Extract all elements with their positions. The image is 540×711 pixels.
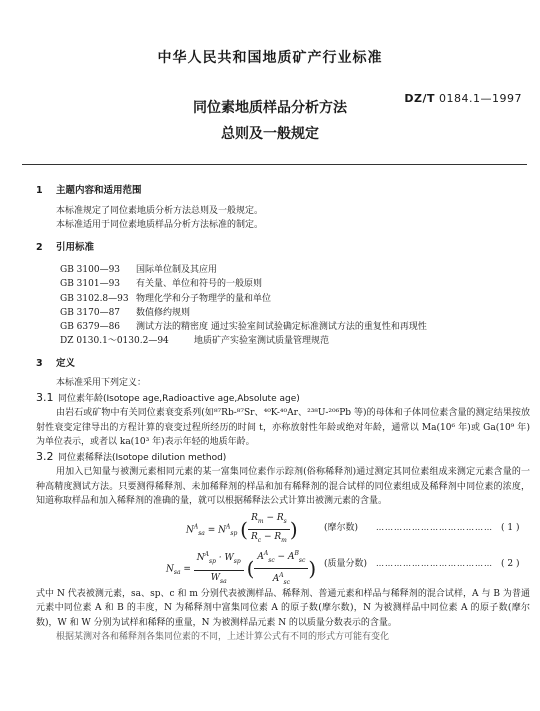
reference-item xyxy=(60,277,530,291)
formula-1-unit: (摩尔数) xyxy=(324,522,359,533)
standard-code-prefix: DZ/T xyxy=(404,92,436,105)
section-title: 主题内容和适用范围 xyxy=(56,185,142,196)
formula-1-leader-dots: ………………………………… xyxy=(376,522,493,532)
standard-code-number: 0184.1—1997 xyxy=(439,92,522,105)
document-title-line2: 总则及一般规定 xyxy=(221,126,319,142)
formula-1 xyxy=(36,511,530,545)
section-number: 3 xyxy=(36,357,43,369)
definition-3-2-body: 用加入已知量与被测元素相同元素的某一富集同位素作示踪剂(俗称稀释剂)通过测定其同位素组成来测定元素含量的一种高精度测试方法。只要测得稀释剂、未加稀释剂的样品和加有稀释剂的混合试样的同位素组成及稀释剂中同位素的浓度，知道称取样品和加入稀释剂的准确的量，就可以根据稀释法公式计算出被测元素的含量。 xyxy=(36,467,530,507)
section-1-paragraph: 本标准适用于同位素地质样品分析方法标准的制定。 xyxy=(56,220,264,230)
document-title-line1: 同位素地质样品分析方法 xyxy=(193,100,347,116)
definitions-intro: 本标准采用下列定义： xyxy=(56,378,147,389)
section-title: 定义 xyxy=(56,357,76,369)
reference-code: GB 3100—93 xyxy=(60,265,121,275)
formula-1-expression: $N^A_{sa} = N^A_{sp}$ ( $\frac{R_m - R_s}{R_c - R_m}$ ) xyxy=(186,512,298,544)
reference-code: DZ 0130.1～0130.2—94 xyxy=(60,336,169,347)
reference-code: GB 3170—87 xyxy=(60,307,121,318)
formula-explanation: 式中 N 代表被测元素，sa、sp、c 和 m 分别代表被测样品、稀释剂、普通元素和样品与稀释剂的混合试样，A 与 B 为普通元素中同位素 A 和 B 的丰度，N 为稀释剂中富集同位素 A 的原子数(摩尔数)，N 为被测样品中同位素 A 的原子数(摩尔数)，W 和 W 分别为试样和稀释的重量，N 为被测样品元素 N 的以质量分数表示的含量。 xyxy=(36,588,530,628)
reference-title: 数值修约规则 xyxy=(136,307,191,318)
reference-title: 测试方法的精密度 通过实验室间试验确定标准测试方法的重复性和再现性 xyxy=(136,322,427,333)
formula-2-expression: $N_{sa}$ = $\frac{N^A_{sp} \cdot W_{sp}}{W_{sa}}$ ( $\frac{A^A_{sc} - A^B_{sc}}{A^A_{sc}}$ ) xyxy=(166,547,316,591)
definition-number: 3.2 xyxy=(36,449,54,463)
truncated-paragraph: 根据某测对各和稀释剂各集同位素的不同，上述计算公式有不同的形式方可能有变化 xyxy=(56,632,390,643)
standard-code xyxy=(404,92,522,105)
definition-3-1-body: 由岩石或矿物中有关同位素衰变系列(如⁸⁷Rb-⁸⁷Sr、⁴⁰K-⁴⁰Ar、²³⁸U-²⁰⁶Pb 等)的母体和子体同位素含量的测定结果按放射性衰变定律导出的方程计算的衰变过程所经历的时间 t，亦称放射性年龄或绝对年龄，通常以 Ma(10⁶ 年)或 Ga(10⁹ 年)为单位表示，或者以 ka(10³ 年)表示年轻的地质年龄。 xyxy=(36,408,530,448)
definition-title: 同位素年龄(Isotope age,Radioactive age,Absolute age) xyxy=(58,393,300,404)
header-divider xyxy=(22,164,527,165)
definition-number: 3.1 xyxy=(36,390,54,404)
section-1-paragraph: 本标准规定了同位素地质分析方法总则及一般规定。 xyxy=(56,205,264,216)
formula-1-number: ( 1 ) xyxy=(501,522,520,533)
reference-item xyxy=(60,263,530,277)
standard-agency-title: 中华人民共和国地质矿产行业标准 xyxy=(157,50,383,66)
reference-code: GB 3102.8—93 xyxy=(60,293,129,304)
definition-3-2-heading xyxy=(36,450,530,466)
reference-title: 有关量、单位和符号的一般原则 xyxy=(136,279,263,290)
reference-title: 地质矿产实验室测试质量管理规范 xyxy=(194,336,330,347)
formula-2-unit: (质量分数) xyxy=(324,558,368,569)
definition-3-1-heading xyxy=(36,391,530,407)
reference-title: 国际单位制及其应用 xyxy=(136,265,218,275)
section-3-heading xyxy=(36,357,530,372)
reference-code: GB 6379—86 xyxy=(60,322,121,333)
formula-2 xyxy=(36,547,530,585)
formula-2-leader-dots: ………………………………… xyxy=(376,558,493,568)
document-body xyxy=(36,184,530,645)
definition-title: 同位素稀释法(Isotope dilution method) xyxy=(58,452,227,463)
section-2-heading xyxy=(36,241,530,256)
reference-item xyxy=(60,320,530,334)
section-number: 1 xyxy=(36,185,43,196)
reference-title: 物理化学和分子物理学的量和单位 xyxy=(136,293,272,304)
formula-2-number: ( 2 ) xyxy=(501,558,520,569)
section-number: 2 xyxy=(36,241,43,253)
reference-code: GB 3101—93 xyxy=(60,279,121,290)
section-1-heading xyxy=(36,184,530,199)
section-title: 引用标准 xyxy=(56,241,95,253)
reference-item xyxy=(60,334,530,348)
reference-item xyxy=(60,306,530,320)
reference-list xyxy=(36,263,530,349)
reference-item xyxy=(60,292,530,306)
